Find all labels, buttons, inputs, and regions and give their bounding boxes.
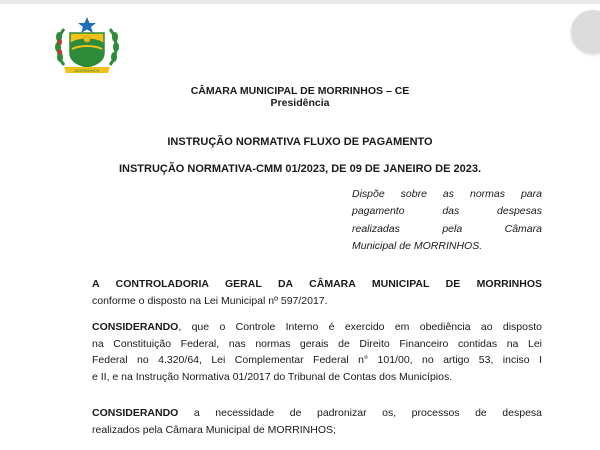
municipal-crest — [50, 15, 124, 79]
ementa-line: Municipal de MORRINHOS. — [352, 239, 483, 252]
document-title: INSTRUÇÃO NORMATIVA FLUXO DE PAGAMENTO — [167, 136, 433, 148]
paragraph-line: realizados pela Câmara Municipal de MORRINHOS; — [92, 423, 336, 436]
considerando-paragraph-1 — [92, 319, 542, 385]
considerando-keyword: CONSIDERANDO — [92, 407, 179, 419]
paragraph-text: , que o Controle Interno é exercido em obediência ao disposto — [178, 321, 542, 333]
considerando-paragraph-2 — [92, 405, 542, 438]
intro-bold-line: A CONTROLADORIA GERAL DA CÂMARA MUNICIPAL DE MORRINHOS — [92, 278, 542, 290]
paragraph-first-line — [92, 319, 542, 336]
considerando-keyword: CONSIDERANDO — [92, 321, 179, 333]
ementa-line: Dispõe sobre as normas para — [352, 188, 542, 200]
document-subtitle: INSTRUÇÃO NORMATIVA-CMM 01/2023, DE 09 DE JANEIRO DE 2023. — [118, 163, 482, 175]
ementa-line: realizadas pela Câmara — [352, 222, 542, 235]
floating-action-button[interactable] — [571, 10, 600, 54]
top-bar — [0, 0, 600, 4]
paragraph-line: na Constituição Federal, nas normas gerais de Direito Financeiro contidas na Lei — [92, 337, 542, 350]
ementa-block — [352, 186, 542, 255]
paragraph-line: Federal no 4.320/64, Lei Complementar Federal n° 101/00, no artigo 53, inciso I — [92, 354, 542, 366]
institution-heading: CÂMARA MUNICIPAL DE MORRINHOS – CE — [190, 85, 410, 97]
ementa-line: pagamento das despesas — [352, 205, 542, 218]
paragraph-first-line — [92, 405, 542, 422]
paragraph-text: a necessidade de padronizar os, processos de despesa — [178, 407, 542, 419]
crest-ribbon-text: MORRINHOS — [74, 68, 100, 73]
intro-rest-line: conforme o disposto na Lei Municipal nº 597/2017. — [92, 294, 328, 307]
paragraph-line: e II, e na Instrução Normativa 01/2017 do Tribunal de Contas dos Municípios. — [92, 370, 453, 383]
department-heading: Presidência — [270, 97, 330, 109]
intro-paragraph — [92, 276, 542, 309]
crest-emblem-icon — [50, 15, 124, 79]
